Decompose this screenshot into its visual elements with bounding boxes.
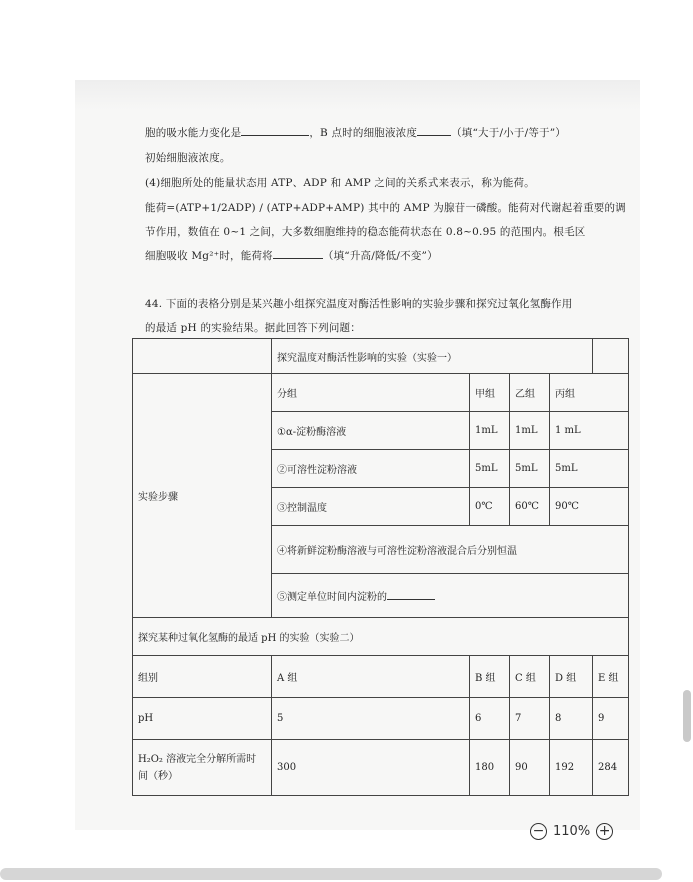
table-row xyxy=(133,656,629,698)
table-cell: 0℃ xyxy=(470,488,510,526)
text-line-6: 细胞吸收 Mg²⁺时，能荷将 （填“升高/降低/不变”） xyxy=(145,250,438,262)
table-cell: 284 xyxy=(593,740,629,796)
zoom-controls xyxy=(530,820,613,842)
table-row xyxy=(133,698,629,740)
zoom-out-button[interactable] xyxy=(530,823,547,840)
table-header-cell: E 组 xyxy=(593,656,629,698)
table-cell: 6 xyxy=(470,698,510,740)
table-header-cell: 乙组 xyxy=(510,374,550,412)
table-cell xyxy=(133,339,272,374)
table-cell: pH xyxy=(133,698,272,740)
table-cell: 7 xyxy=(510,698,550,740)
answer-blank xyxy=(387,598,435,600)
page-top-shade xyxy=(75,80,640,110)
table-row xyxy=(133,618,629,656)
table-header-cell: D 组 xyxy=(550,656,593,698)
table-cell: 8 xyxy=(550,698,593,740)
table-cell: 5 xyxy=(272,698,470,740)
table-cell: 1mL xyxy=(470,412,510,450)
text-line-1: 胞的吸水能力变化是 ，B 点时的细胞液浓度 （填“大于/小于/等于”） xyxy=(145,127,566,139)
table-cell: 5mL xyxy=(550,450,629,488)
table-cell: 180 xyxy=(470,740,510,796)
table-header-cell: 丙组 xyxy=(550,374,629,412)
answer-blank xyxy=(241,134,309,136)
horizontal-scrollbar[interactable] xyxy=(0,868,662,880)
answer-blank xyxy=(273,257,323,259)
table-row xyxy=(133,740,629,796)
table-cell: 1 mL xyxy=(550,412,629,450)
table-cell: 5mL xyxy=(470,450,510,488)
table-cell: ①α-淀粉酶溶液 xyxy=(272,412,470,450)
table-cell: ②可溶性淀粉溶液 xyxy=(272,450,470,488)
table-header-cell: A 组 xyxy=(272,656,470,698)
table-row xyxy=(133,374,629,412)
table-cell: 90℃ xyxy=(550,488,629,526)
table-cell: 300 xyxy=(272,740,470,796)
table-cell: 9 xyxy=(593,698,629,740)
plus-icon: + xyxy=(598,823,611,839)
table-cell: 90 xyxy=(510,740,550,796)
table-cell xyxy=(593,339,629,374)
table-row xyxy=(133,339,629,374)
text-line-2: 初始细胞液浓度。 xyxy=(145,152,231,164)
exp1-title: 探究温度对酶活性影响的实验（实验一） xyxy=(272,339,593,374)
exp2-title: 探究某种过氧化氢酶的最适 pH 的实验（实验二） xyxy=(133,618,629,656)
text-line-4: 能荷=(ATP+1/2ADP) / (ATP+ADP+AMP) 其中的 AMP 为腺苷一磷酸。能荷对代谢起着重要的调 xyxy=(145,202,626,214)
table-header-cell: C 组 xyxy=(510,656,550,698)
question-44-line-2: 的最适 pH 的实验结果。据此回答下列问题： xyxy=(145,322,361,334)
table-cell: ③控制温度 xyxy=(272,488,470,526)
vertical-scrollbar[interactable] xyxy=(683,690,691,742)
zoom-in-button[interactable] xyxy=(596,823,613,840)
table-header-cell: 组别 xyxy=(133,656,272,698)
answer-blank xyxy=(417,134,451,136)
zoom-level: 110% xyxy=(553,823,591,839)
experiment-table xyxy=(132,338,629,796)
table-cell: 1mL xyxy=(510,412,550,450)
table-cell: 192 xyxy=(550,740,593,796)
table-cell: 60℃ xyxy=(510,488,550,526)
step-4: ④将新鲜淀粉酶溶液与可溶性淀粉溶液混合后分别恒温 xyxy=(272,526,629,574)
text-line-3: (4)细胞所处的能量状态用 ATP、ADP 和 AMP 之间的关系式来表示，称为能荷。 xyxy=(145,177,535,189)
table-header-cell: B 组 xyxy=(470,656,510,698)
question-44-line-1: 44. 下面的表格分别是某兴趣小组探究温度对酶活性影响的实验步骤和探究过氧化氢酶作用 xyxy=(145,298,573,310)
steps-label: 实验步骤 xyxy=(133,374,272,618)
table-header-cell: 甲组 xyxy=(470,374,510,412)
table-header-cell: 分组 xyxy=(272,374,470,412)
table-cell: 5mL xyxy=(510,450,550,488)
table-cell: H₂O₂ 溶液完全分解所需时间（秒） xyxy=(133,740,272,796)
step-5: ⑤测定单位时间内淀粉的 xyxy=(272,574,629,618)
minus-icon: − xyxy=(532,823,545,839)
text-line-5: 节作用，数值在 0~1 之间，大多数细胞维持的稳态能荷状态在 0.8~0.95 的范围内。根毛区 xyxy=(145,226,586,238)
